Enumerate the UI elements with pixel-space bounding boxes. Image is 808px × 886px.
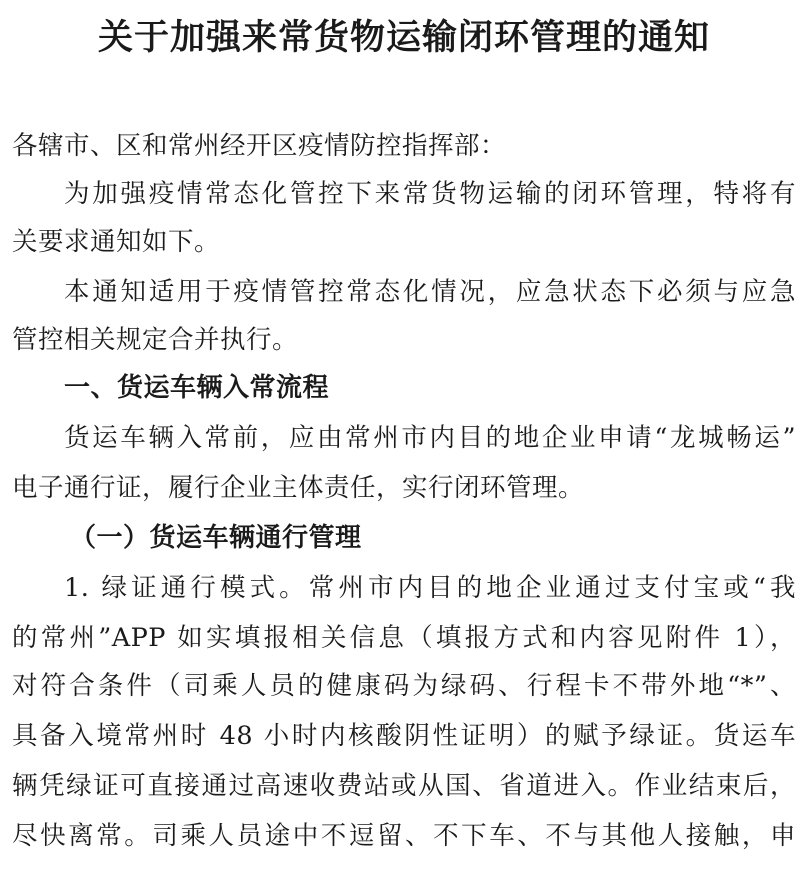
document-title: 关于加强来常货物运输闭环管理的通知: [97, 17, 710, 58]
paragraph-line: 管控相关规定合并执行。: [12, 325, 299, 355]
paragraph-line: 1. 绿证通行模式。常州市内目的地企业通过支付宝或“我: [64, 573, 796, 603]
paragraph-line: 电子通行证，履行企业主体责任，实行闭环管理。: [12, 473, 585, 503]
paragraph-line: 尽快离常。司乘人员途中不逗留、不下车、不与其他人接触，申: [12, 821, 796, 851]
paragraph-line: 的常州”APP 如实填报相关信息（填报方式和内容见附件 1），: [12, 623, 796, 653]
salutation-line: 各辖市、区和常州经开区疫情防控指挥部：: [12, 131, 507, 161]
paragraph-line: 辆凭绿证可直接通过高速收费站或从国、省道进入。作业结束后，: [12, 771, 796, 801]
paragraph-line: 关要求通知如下。: [12, 227, 221, 257]
paragraph-line: 为加强疫情常态化管控下来常货物运输的闭环管理，特将有: [64, 179, 796, 209]
paragraph-line: 具备入境常州时 48 小时内核酸阴性证明）的赋予绿证。货运车: [12, 721, 796, 751]
paragraph-line: 本通知适用于疫情管控常态化情况，应急状态下必须与应急: [64, 277, 796, 307]
paragraph-line: 对符合条件（司乘人员的健康码为绿码、行程卡不带外地“*”、: [12, 671, 796, 701]
section-heading: 一、货运车辆入常流程: [64, 373, 330, 403]
paragraph-line: 货运车辆入常前，应由常州市内目的地企业申请“龙城畅运”: [64, 423, 796, 453]
subsection-heading: （一）货运车辆通行管理: [70, 523, 362, 553]
